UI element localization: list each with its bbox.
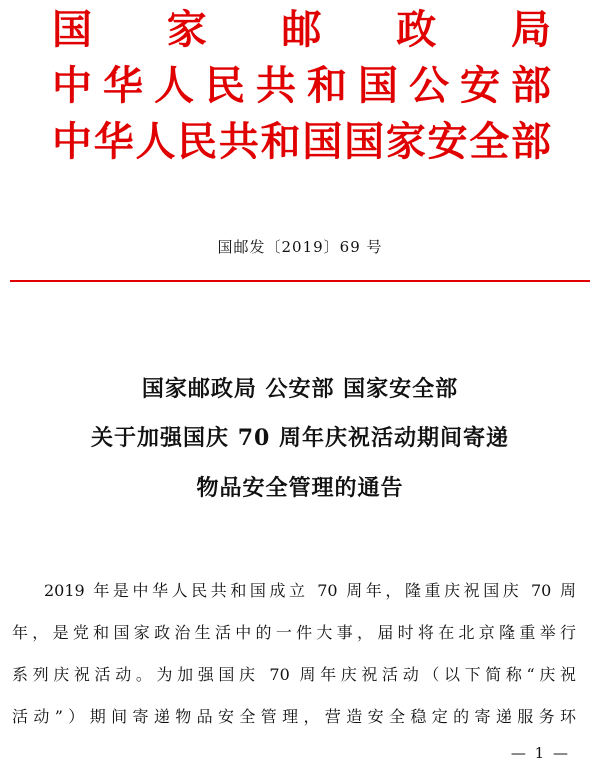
document-title-line: 国家邮政局 公安部 国家安全部 — [141, 376, 459, 402]
issuer-national-postal-bureau: 国 家 邮 政 局 — [52, 6, 552, 53]
document-title-line: 关于加强国庆 70 周年庆祝活动期间寄递 — [91, 425, 509, 451]
issuer-ministry-state-security: 中华人民共和国国家安全部 — [52, 118, 552, 165]
document-title-line: 物品安全管理的通告 — [196, 475, 404, 501]
body-text-line: 2019 年是中华人民共和国成立 70 周年，隆重庆祝国庆 70 周 — [44, 581, 576, 600]
body-text-line: 年，是党和国家政治生活中的一件大事，届时将在北京隆重举行 — [12, 623, 576, 642]
body-text-line: 系列庆祝活动。为加强国庆 70 周年庆祝活动（以下简称“庆祝 — [12, 665, 576, 684]
document-number: 国邮发〔2019〕69 号 — [217, 238, 383, 256]
body-text-line: 活动”）期间寄递物品安全管理，营造安全稳定的寄递服务环 — [12, 707, 576, 726]
red-divider-rule — [10, 280, 590, 282]
issuer-ministry-public-security: 中华人民共和国公安部 — [52, 62, 552, 109]
page-number: — 1 — — [510, 744, 570, 762]
